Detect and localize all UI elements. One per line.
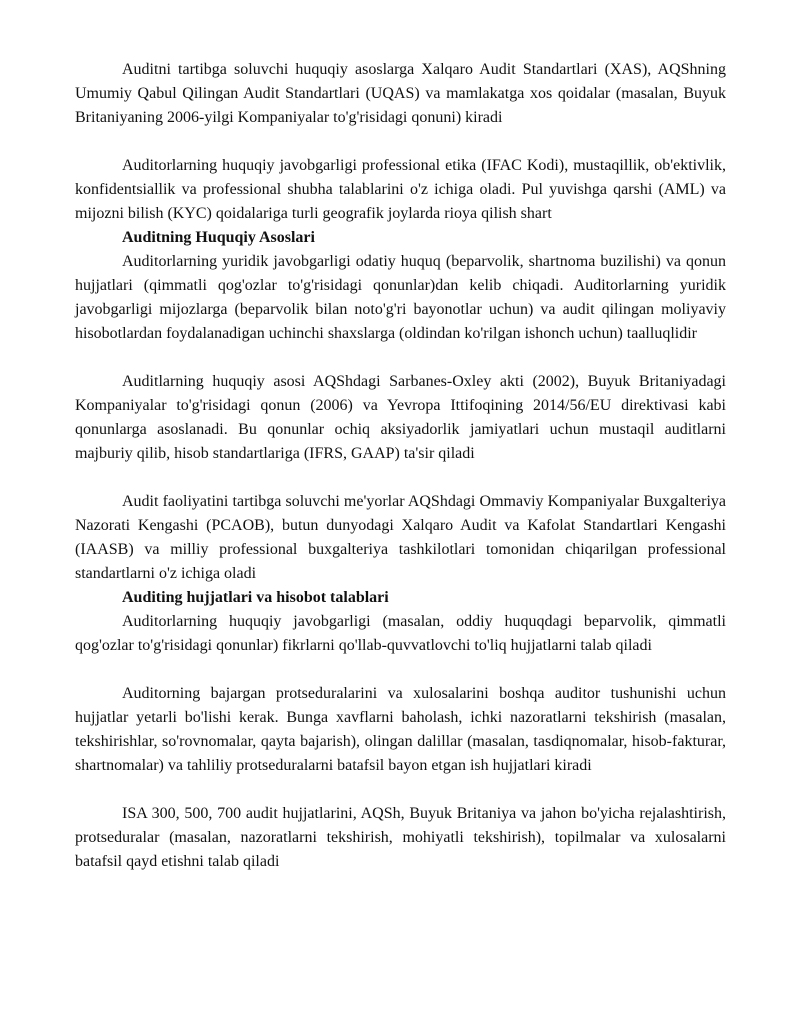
section-heading-documentation: Auditing hujjatlari va hisobot talablari [122, 589, 389, 606]
paragraph-isa-requirements: ISA 300, 500, 700 audit hujjatlarini, AQSh, Buyuk Britaniya va jahon bo'yicha rejalashtirish, protseduralar (masalan, nazoratlarni tekshirish, mohiyatli tekshirish), topilmalar va xulosalarni batafsil qayd etishni talab qiladi [75, 805, 726, 870]
document-page [75, 58, 726, 874]
paragraph-legal-basis-laws: Auditlarning huquqiy asosi AQShdagi Sarbanes-Oxley akti (2002), Buyuk Britaniyadagi Kompaniyalar to'g'risidagi qonun (2006) va Yevropa Ittifoqining 2014/56/EU direktivasi kabi qonunlarga asoslanadi. Bu qonunlar ochiq aksiyadorlik jamiyatlari uchun mustaqil auditlarni majburiy qilib, hisob standartlariga (IFRS, GAAP) ta'sir qiladi [75, 373, 726, 462]
paragraph-professional-ethics: Auditorlarning huquqiy javobgarligi professional etika (IFAC Kodi), mustaqillik, ob'ektivlik, konfidentsiallik va professional shubha talablarini o'z ichiga oladi. Pul yuvishga qarshi (AML) va mijozni bilish (KYC) qoidalariga turli geografik joylarda rioya qilish shart [75, 157, 726, 222]
paragraph-documentation-liability: Auditorlarning huquqiy javobgarligi (masalan, oddiy huquqdagi beparvolik, qimmatli qog'ozlar to'g'risidagi qonunlar) fikrlarni qo'llab-quvvatlovchi to'liq hujjatlarni talab qiladi [75, 613, 726, 654]
section-heading-legal-basis: Auditning Huquqiy Asoslari [122, 229, 315, 246]
paragraph-working-papers: Auditorning bajargan protseduralarini va xulosalarini boshqa auditor tushunishi uchun hujjatlar yetarli bo'lishi kerak. Bunga xavflarni baholash, ichki nazoratlarni tekshirish (masalan, tekshirishlar, so'rovnomalar, qayta bajarish), olingan dalillar (masalan, tasdiqnomalar, hisob-fakturar, shartnomalar) va tahliliy protseduralarni batafsil bayon etgan ish hujjatlari kiradi [75, 685, 726, 774]
paragraph-regulatory-standards: Audit faoliyatini tartibga soluvchi me'yorlar AQShdagi Ommaviy Kompaniyalar Buxgalteriya Nazorati Kengashi (PCAOB), butun dunyodagi Xalqaro Audit va Kafolat Standartlari Kengashi (IAASB) va milliy professional buxgalteriya tashkilotlari tomonidan chiqarilgan professional standartlarni o'z ichiga oladi [75, 493, 726, 582]
paragraph-legal-liability: Auditorlarning yuridik javobgarligi odatiy huquq (beparvolik, shartnoma buzilishi) va qonun hujjatlari (qimmatli qog'ozlar to'g'risidagi qonunlar)dan kelib chiqadi. Auditorlarning yuridik javobgarligi mijozlarga (beparvolik bilan noto'g'ri bayonotlar uchun) va audit qilingan moliyaviy hisobotlardan foydalanadigan uchinchi shaxslarga (oldindan ko'rilgan ishonch uchun) taalluqlidir [75, 253, 726, 342]
paragraph-legal-framework: Auditni tartibga soluvchi huquqiy asoslarga Xalqaro Audit Standartlari (XAS), AQShning Umumiy Qabul Qilingan Audit Standartlari (UQAS) va mamlakatga xos qoidalar (masalan, Buyuk Britaniyaning 2006-yilgi Kompaniyalar to'g'risidagi qonuni) kiradi [75, 61, 726, 126]
